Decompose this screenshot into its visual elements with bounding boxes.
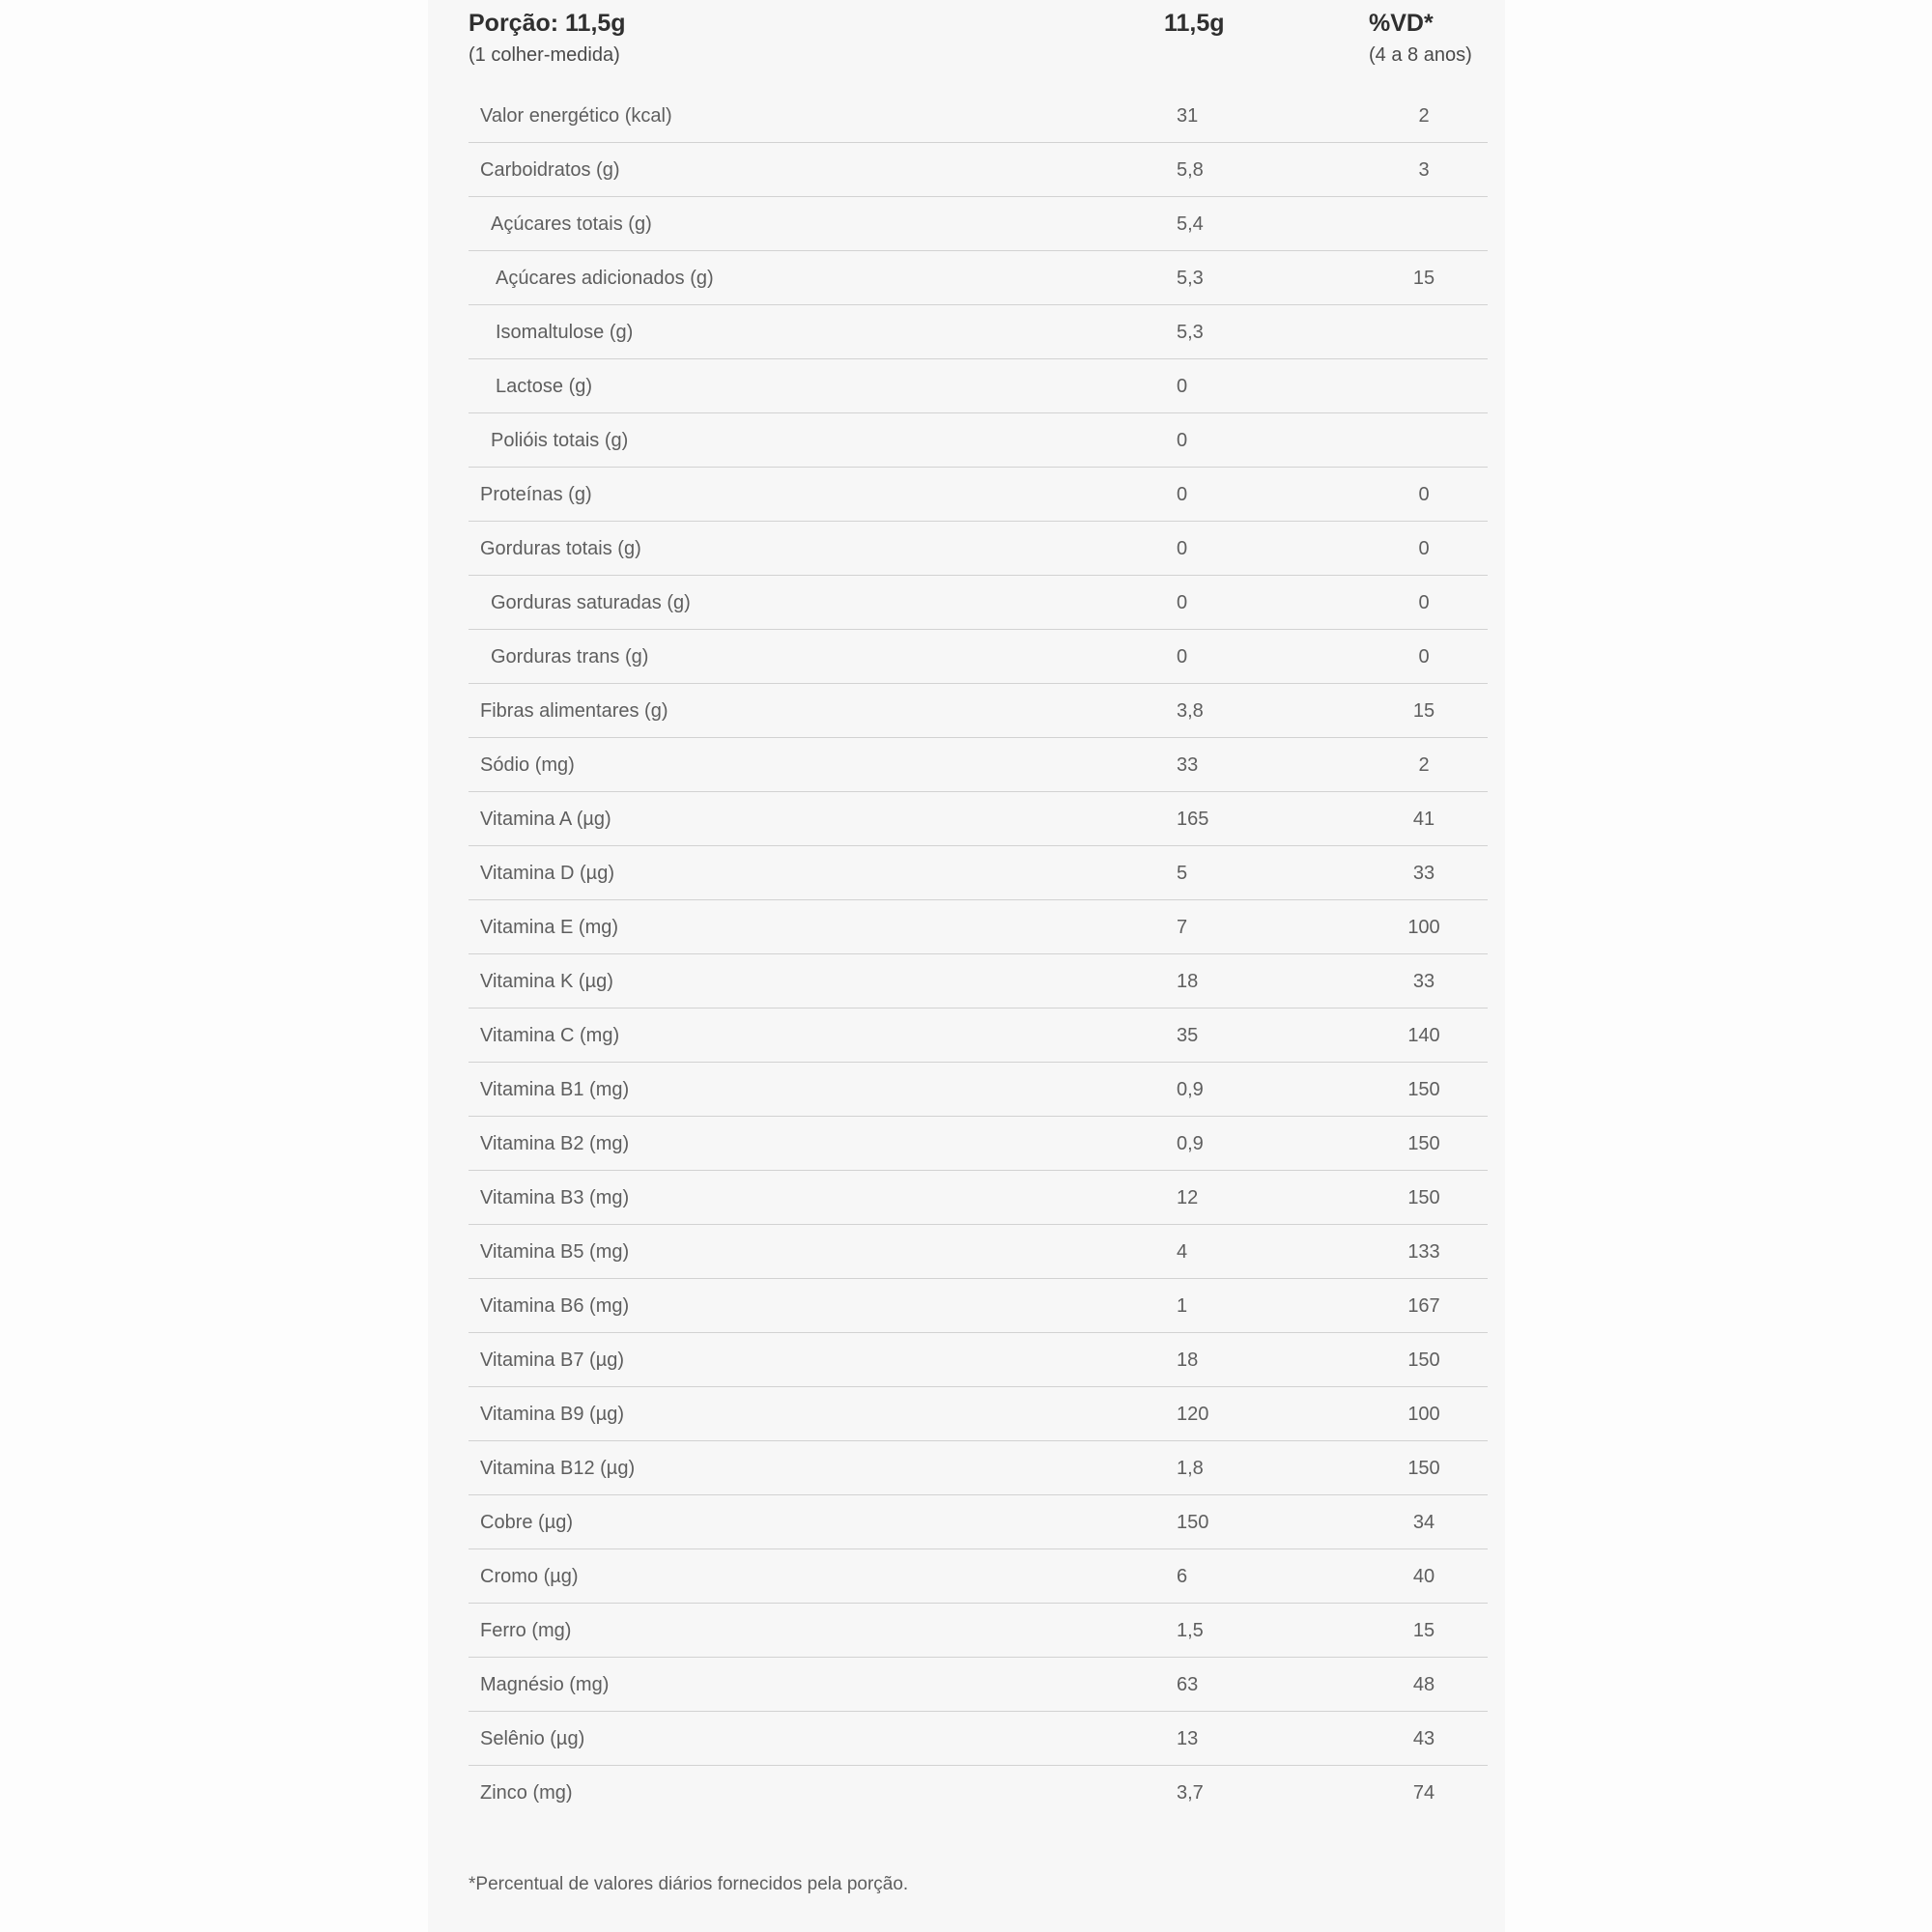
nutrient-name: Sódio (mg) (480, 754, 575, 776)
table-row (469, 1171, 1488, 1225)
nutrient-amount: 31 (1177, 105, 1199, 127)
nutrient-daily-value: 34 (1412, 1512, 1435, 1533)
nutrient-amount: 5,3 (1177, 322, 1204, 343)
nutrient-name: Selênio (µg) (480, 1728, 585, 1749)
nutrient-amount: 165 (1177, 809, 1209, 830)
table-row (469, 630, 1488, 684)
nutrient-amount: 1,5 (1177, 1620, 1204, 1641)
nutrient-name: Açúcares totais (g) (491, 213, 652, 235)
nutrient-name: Vitamina C (mg) (480, 1025, 620, 1046)
nutrient-amount: 7 (1177, 917, 1188, 938)
nutrient-name: Cromo (µg) (480, 1566, 579, 1587)
nutrient-daily-value: 74 (1412, 1782, 1435, 1804)
nutrient-daily-value: 167 (1407, 1295, 1440, 1317)
table-row (469, 89, 1488, 143)
nutrient-name: Vitamina B2 (mg) (480, 1133, 630, 1154)
nutrient-name: Vitamina A (µg) (480, 809, 611, 830)
amount-column-header: 11,5g (1164, 10, 1225, 37)
table-row (469, 197, 1488, 251)
nutrient-amount: 13 (1177, 1728, 1199, 1749)
daily-value-column-header: %VD* (1369, 10, 1434, 37)
nutrient-daily-value: 33 (1412, 863, 1435, 884)
table-row (469, 251, 1488, 305)
table-row (469, 1712, 1488, 1766)
table-row (469, 1441, 1488, 1495)
nutrient-name: Vitamina B12 (µg) (480, 1458, 636, 1479)
nutrient-daily-value: 15 (1412, 1620, 1435, 1641)
daily-value-age-range: (4 a 8 anos) (1369, 44, 1472, 66)
nutrient-daily-value: 41 (1412, 809, 1435, 830)
daily-value-footnote: *Percentual de valores diários fornecidos pela porção. (469, 1874, 909, 1894)
nutrient-daily-value: 150 (1407, 1187, 1440, 1208)
nutrient-daily-value: 140 (1407, 1025, 1440, 1046)
nutrient-daily-value: 33 (1412, 971, 1435, 992)
table-row (469, 1549, 1488, 1604)
nutrient-name: Valor energético (kcal) (480, 105, 672, 127)
nutrient-amount: 0 (1177, 646, 1188, 668)
nutrient-name: Vitamina D (µg) (480, 863, 614, 884)
nutrient-name: Polióis totais (g) (491, 430, 629, 451)
table-row (469, 1063, 1488, 1117)
nutrient-daily-value: 150 (1407, 1133, 1440, 1154)
table-row (469, 305, 1488, 359)
nutrient-daily-value: 0 (1418, 538, 1430, 559)
nutrient-amount: 0,9 (1177, 1079, 1204, 1100)
nutrient-name: Vitamina B6 (mg) (480, 1295, 630, 1317)
nutrient-name: Proteínas (g) (480, 484, 592, 505)
nutrient-amount: 12 (1177, 1187, 1199, 1208)
table-row (469, 1117, 1488, 1171)
nutrient-daily-value: 2 (1418, 754, 1430, 776)
table-row (469, 576, 1488, 630)
table-row (469, 1387, 1488, 1441)
nutrient-amount: 35 (1177, 1025, 1199, 1046)
nutrient-amount: 0 (1177, 376, 1188, 397)
nutrient-name: Lactose (g) (496, 376, 593, 397)
table-row (469, 143, 1488, 197)
nutrient-amount: 0,9 (1177, 1133, 1204, 1154)
nutrient-name: Zinco (mg) (480, 1782, 573, 1804)
nutrient-daily-value: 133 (1407, 1241, 1440, 1263)
nutrient-amount: 150 (1177, 1512, 1209, 1533)
nutrient-amount: 3,7 (1177, 1782, 1204, 1804)
nutrient-amount: 0 (1177, 430, 1188, 451)
serving-size-measure: (1 colher-medida) (469, 44, 620, 66)
table-row (469, 1766, 1488, 1820)
nutrient-name: Vitamina B1 (mg) (480, 1079, 630, 1100)
nutrient-name: Fibras alimentares (g) (480, 700, 668, 722)
nutrient-amount: 63 (1177, 1674, 1199, 1695)
nutrient-amount: 5,8 (1177, 159, 1204, 181)
nutrient-daily-value: 100 (1407, 917, 1440, 938)
table-row (469, 1225, 1488, 1279)
nutrient-amount: 0 (1177, 592, 1188, 613)
nutrient-name: Cobre (µg) (480, 1512, 573, 1533)
nutrient-daily-value: 150 (1407, 1350, 1440, 1371)
nutrient-name: Vitamina B3 (mg) (480, 1187, 630, 1208)
nutrient-amount: 1,8 (1177, 1458, 1204, 1479)
nutrient-daily-value: 40 (1412, 1566, 1435, 1587)
nutrient-daily-value: 48 (1412, 1674, 1435, 1695)
nutrient-amount: 6 (1177, 1566, 1188, 1587)
table-row (469, 413, 1488, 468)
table-row (469, 468, 1488, 522)
nutrient-name: Vitamina E (mg) (480, 917, 619, 938)
nutrient-amount: 3,8 (1177, 700, 1204, 722)
nutrition-table (469, 89, 1488, 1820)
nutrition-table-header (469, 10, 1488, 77)
nutrient-amount: 18 (1177, 971, 1199, 992)
table-row (469, 1658, 1488, 1712)
nutrient-amount: 0 (1177, 538, 1188, 559)
table-row (469, 900, 1488, 954)
nutrient-amount: 5 (1177, 863, 1188, 884)
nutrient-name: Vitamina B7 (µg) (480, 1350, 624, 1371)
nutrient-daily-value: 100 (1407, 1404, 1440, 1425)
nutrient-name: Vitamina B9 (µg) (480, 1404, 624, 1425)
nutrient-daily-value: 0 (1418, 646, 1430, 668)
nutrient-name: Gorduras totais (g) (480, 538, 641, 559)
table-row (469, 792, 1488, 846)
table-row (469, 1279, 1488, 1333)
nutrient-daily-value: 15 (1412, 700, 1435, 722)
nutrient-daily-value: 43 (1412, 1728, 1435, 1749)
nutrient-amount: 33 (1177, 754, 1199, 776)
table-row (469, 1333, 1488, 1387)
table-row (469, 954, 1488, 1009)
nutrient-name: Ferro (mg) (480, 1620, 572, 1641)
table-row (469, 1495, 1488, 1549)
serving-size-title: Porção: 11,5g (469, 10, 626, 37)
nutrient-daily-value: 150 (1407, 1079, 1440, 1100)
nutrient-name: Açúcares adicionados (g) (496, 268, 714, 289)
nutrient-daily-value: 2 (1418, 105, 1430, 127)
nutrient-name: Carboidratos (g) (480, 159, 620, 181)
nutrient-daily-value: 150 (1407, 1458, 1440, 1479)
nutrient-daily-value: 3 (1418, 159, 1430, 181)
nutrient-name: Magnésio (mg) (480, 1674, 610, 1695)
nutrient-daily-value: 0 (1418, 592, 1430, 613)
nutrient-amount: 5,4 (1177, 213, 1204, 235)
table-row (469, 684, 1488, 738)
table-row (469, 846, 1488, 900)
table-row (469, 1604, 1488, 1658)
nutrient-name: Gorduras saturadas (g) (491, 592, 691, 613)
nutrient-amount: 4 (1177, 1241, 1188, 1263)
nutrient-amount: 120 (1177, 1404, 1209, 1425)
nutrient-amount: 5,3 (1177, 268, 1204, 289)
nutrient-name: Vitamina B5 (mg) (480, 1241, 630, 1263)
nutrient-amount: 1 (1177, 1295, 1188, 1317)
table-row (469, 359, 1488, 413)
nutrient-name: Isomaltulose (g) (496, 322, 634, 343)
table-row (469, 738, 1488, 792)
nutrient-daily-value: 15 (1412, 268, 1435, 289)
table-row (469, 1009, 1488, 1063)
table-row (469, 522, 1488, 576)
nutrient-amount: 0 (1177, 484, 1188, 505)
nutrient-daily-value: 0 (1418, 484, 1430, 505)
nutrient-name: Vitamina K (µg) (480, 971, 613, 992)
nutrient-name: Gorduras trans (g) (491, 646, 649, 668)
nutrient-amount: 18 (1177, 1350, 1199, 1371)
